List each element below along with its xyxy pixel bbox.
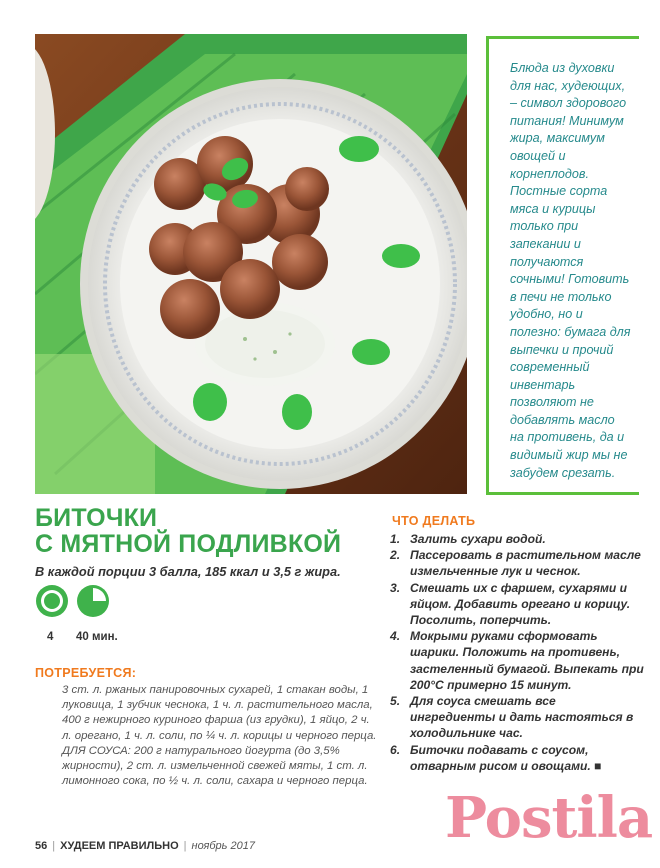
ingredients-main: 3 ст. л. ржаных панировочных сухарей, 1 стакан воды, 1 луковица, 1 зубчик чеснока, 1 ч. л. растительного масла, 400 г нежирного куриного фарша (из грудки), 1 яйцо, 2 ч. л. орегано, 1 ч. л. соли, по ¼ ч. л. корицы и черного перца. — [62, 684, 377, 742]
recipe-photo — [35, 34, 467, 494]
step-item: 5. Для соуса смешать все ингредиенты и дать настояться в холодильнике час. — [390, 694, 634, 741]
servings-value: 4 — [47, 631, 54, 643]
ingredients-heading: ПОТРЕБУЕТСЯ: — [35, 666, 137, 680]
recipe-title — [35, 505, 341, 557]
servings-icon — [35, 584, 69, 618]
step-item: 1. Залить сухари водой. — [390, 532, 546, 546]
ingredients-list — [62, 683, 377, 789]
issue-date: ноябрь 2017 — [191, 840, 255, 852]
clock-icon — [76, 584, 110, 618]
sidebar-quote: Блюда из духовки для нас, худеющих, – символ здорового питания! Минимум жира, максимум овощей и корнеплодов. Постные сорта мяса и курицы только при запекании и получаются сочными! Готовить в печи не только удобно, но и полезно: бумага для выпечки и прочий современный инвентарь позволяют не добавлять масло на противень, да и видимый жир мы не забудем срезать. — [510, 61, 631, 480]
time-value: 40 мин. — [76, 631, 118, 643]
page-footer: 56 | ХУДЕЕМ ПРАВИЛЬНО | ноябрь 2017 — [35, 840, 255, 852]
steps-heading: ЧТО ДЕЛАТЬ — [392, 514, 476, 528]
magazine-name: ХУДЕЕМ ПРАВИЛЬНО — [60, 840, 179, 852]
step-item: 3. Смешать их с фаршем, сухарями и яйцом. Добавить орегано и корицу. Посолить, поперчить. — [390, 580, 631, 628]
step-item: 6. Биточки подавать с соусом, отварным рисом и овощами. ■ — [390, 742, 602, 773]
recipe-title-line1: БИТОЧКИ — [35, 504, 158, 532]
ingredients-sauce: ДЛЯ СОУСА: 200 г натурального йогурта (до 3,5% жирности), 2 ст. л. измельченной свежей мяты, 1 ст. л. лимонного сока, по ½ ч. л. соли, сахара и черного перца. — [62, 744, 368, 788]
watermark-logo: Postila — [445, 785, 653, 851]
page-number: 56 — [35, 840, 48, 852]
steps-list — [382, 531, 644, 774]
step-item: 4. Мокрыми руками сформовать шарики. Положить на противень, застеленный бумагой. Выпекать при 200°С примерно 15 минут. — [390, 629, 644, 692]
step-item: 2. Пассеровать в растительном масле измельченные лук и чеснок. — [390, 548, 641, 579]
recipe-title-line2: С МЯТНОЙ ПОДЛИВКОЙ — [35, 530, 342, 558]
nutrition-info: В каждой порции 3 балла, 185 ккал и 3,5 г жира. — [35, 564, 341, 579]
